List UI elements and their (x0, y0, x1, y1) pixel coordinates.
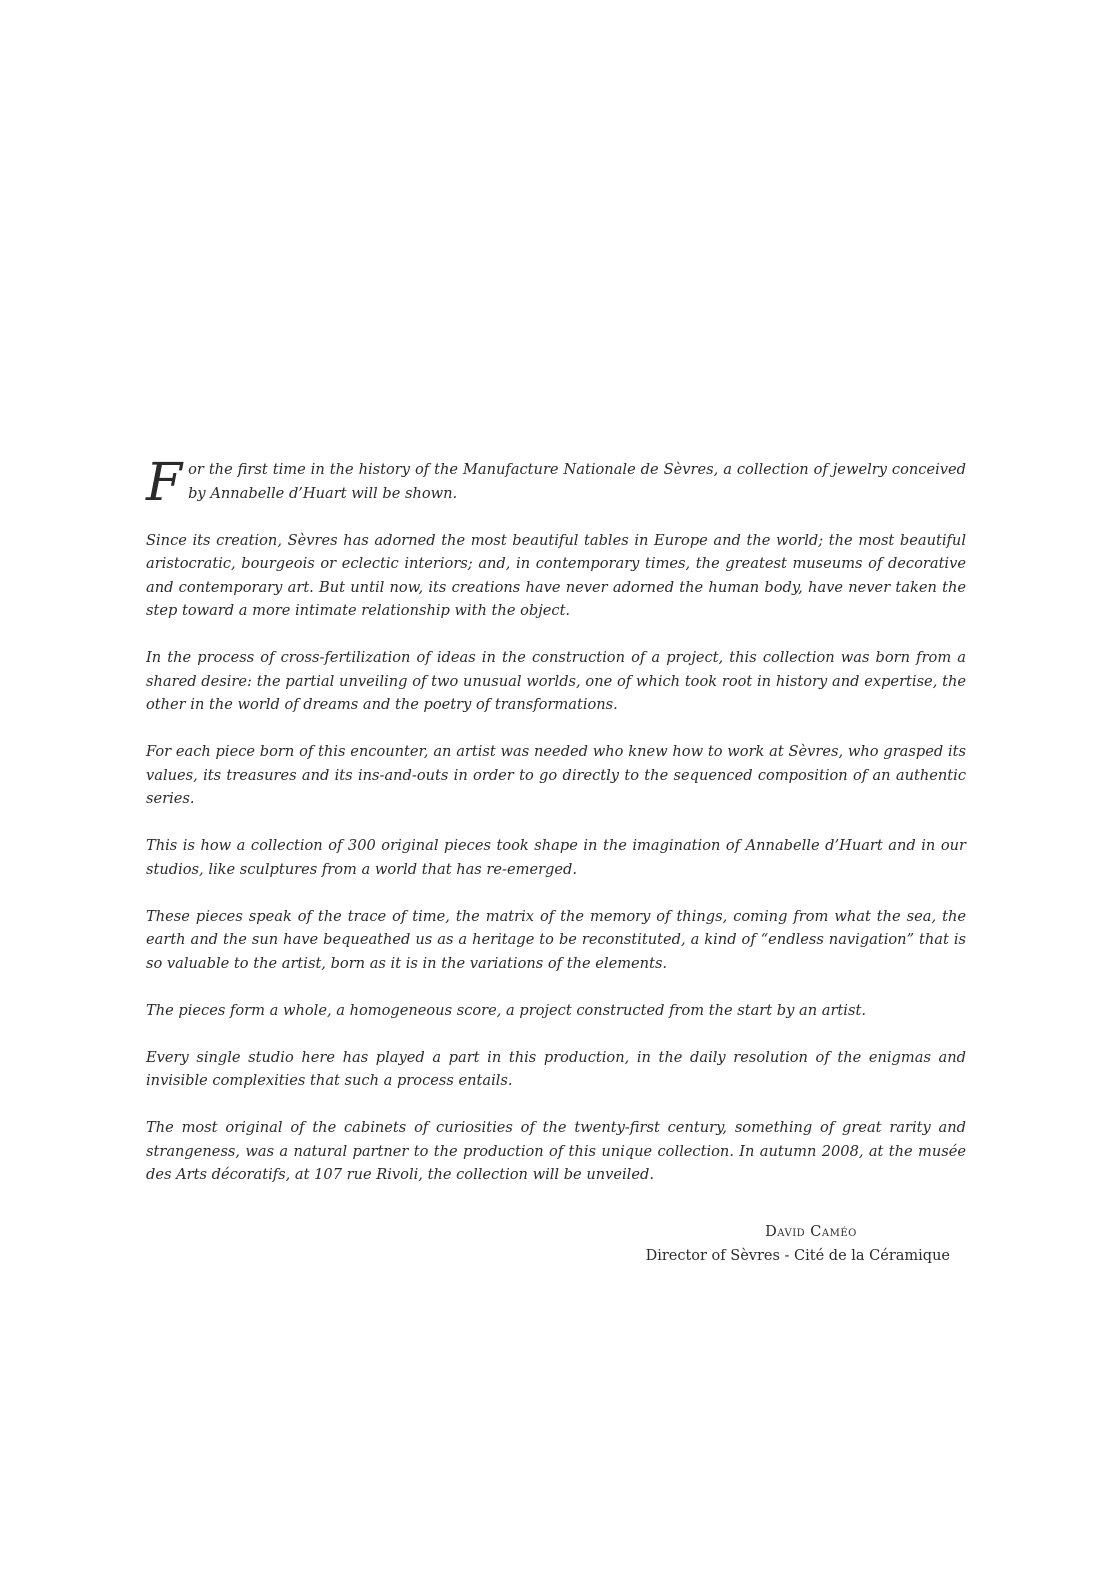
paragraph: Since its creation, Sèvres has adorned the most beautiful tables in Europe and the world; the most beautiful aristocratic, bourgeois or eclectic interiors; and, in contemporary times, the greatest museums of decorative and contemporary art. But until now, its creations have never adorned the human body, have never taken the step toward a more intimate relationship with the object. (146, 531, 966, 619)
signature-block (640, 1220, 950, 1268)
paragraph-intro (146, 453, 966, 513)
paragraph: The pieces form a whole, a homogeneous score, a project constructed from the start by an artist. (146, 1001, 866, 1019)
paragraph: These pieces speak of the trace of time, the matrix of the memory of things, coming from what the sea, the earth and the sun have bequeathed us as a heritage to be reconstituted, a kind of “endless navigation” that is so valuable to the artist, born as it is in the variations of the elements. (146, 907, 966, 972)
paragraph: Every single studio here has played a part in this production, in the daily resolution of the enigmas and invisible complexities that such a process entails. (146, 1048, 966, 1089)
paragraph: The most original of the cabinets of curiosities of the twenty-first century, something of great rarity and strangeness, was a natural partner to the production of this unique collection. In autumn 2008, at the musée des Arts décoratifs, at 107 rue Rivoli, the collection will be unveiled. (146, 1119, 966, 1183)
paragraph-intro-text: or the first time in the history of the Manufacture Nationale de Sèvres, a collection of jewelry conceived by Annabelle d’Huart will be shown. (188, 461, 966, 502)
paragraph: For each piece born of this encounter, an artist was needed who knew how to work at Sèvres, who grasped its values, its treasures and its ins-and-outs in order to go directly to the sequenced composition of an authentic series. (146, 743, 966, 807)
signatory-name: David Caméo (765, 1224, 857, 1240)
paragraph: In the process of cross-fertilization of ideas in the construction of a project, this collection was born from a shared desire: the partial unveiling of two unusual worlds, one of which took root in history and expertise, the other in the world of dreams and the poetry of transformations. (146, 649, 966, 713)
paragraph: This is how a collection of 300 original pieces took shape in the imagination of Annabelle d’Huart and in our studios, like sculptures from a world that has re-emerged. (146, 837, 966, 878)
letter-body (146, 453, 966, 1210)
drop-cap: F (146, 453, 183, 513)
signatory-title: Director of Sèvres - Cité de la Céramique (645, 1248, 950, 1264)
